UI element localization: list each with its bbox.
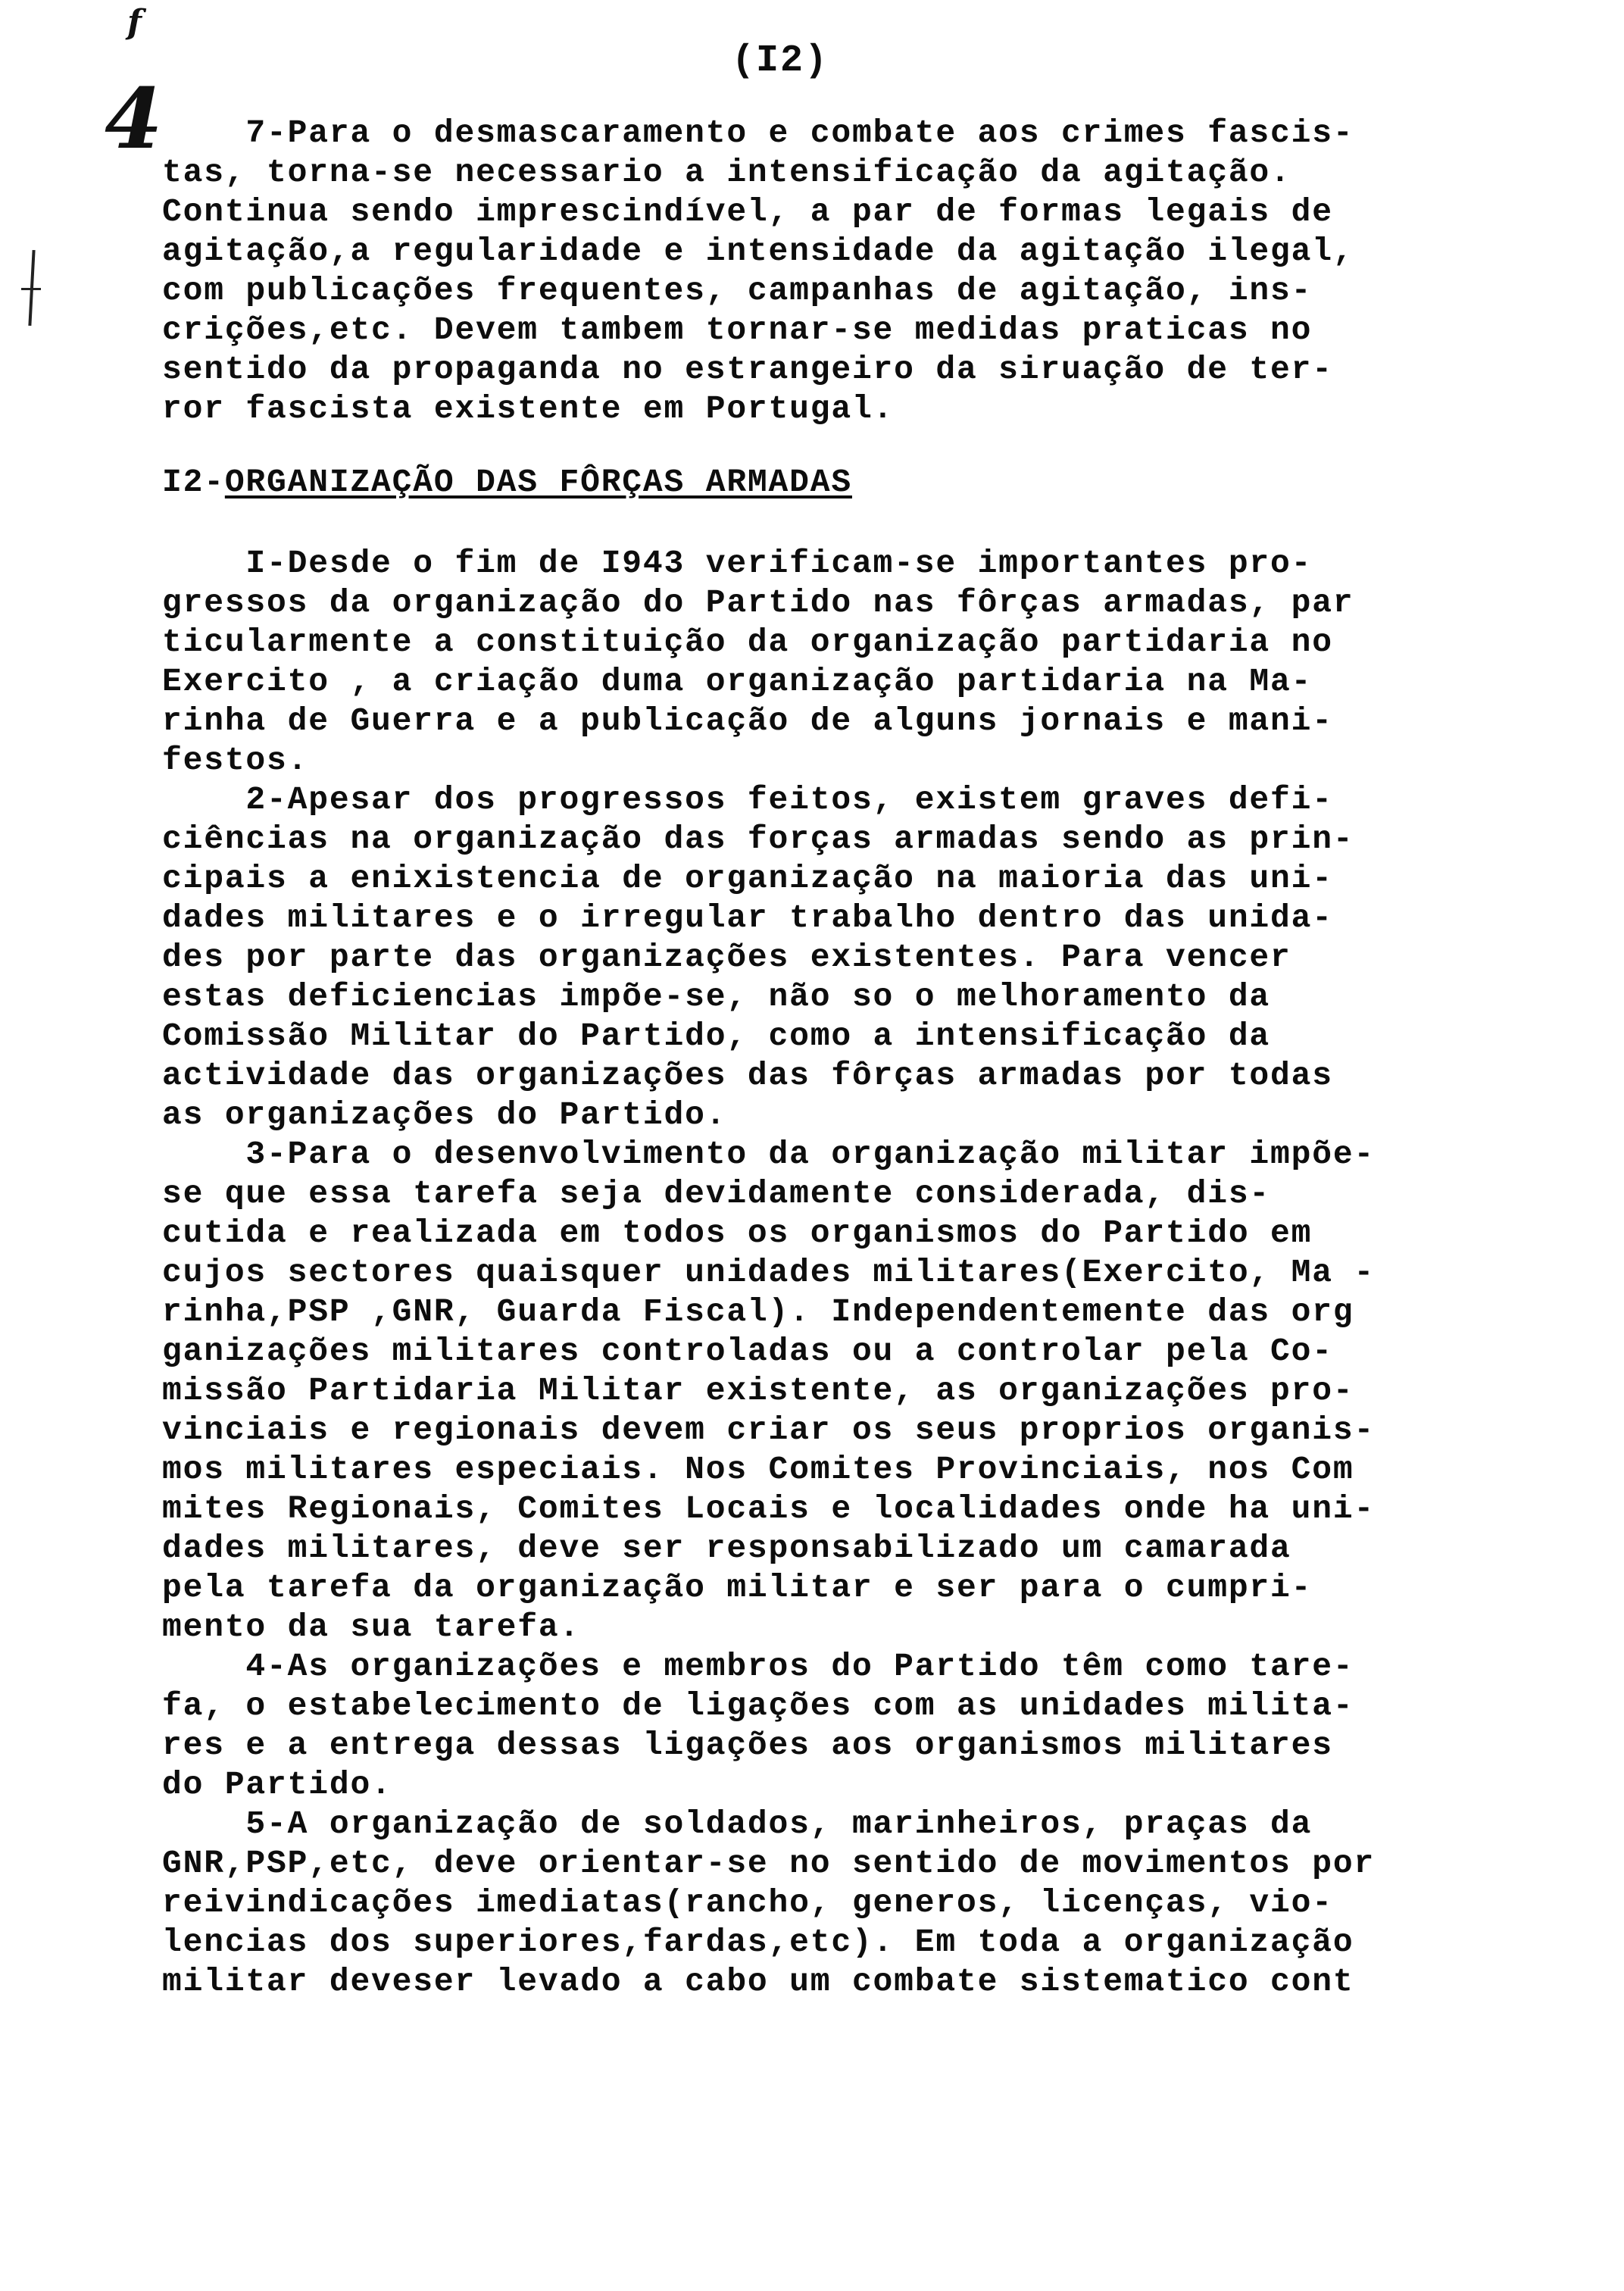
text-line: missão Partidaria Militar existente, as organizações pro- [162,1372,1354,1409]
section-heading [162,464,852,501]
text-line: cipais a enixistencia de organização na maioria das uni- [162,860,1333,897]
text-line: reivindicações imediatas(rancho, generos, licenças, vio- [162,1884,1333,1921]
paragraph-agitation [162,114,1533,429]
text-line: dades militares e o irregular trabalho dentro das unida- [162,899,1333,936]
text-line: pela tarefa da organização militar e ser para o cumpri- [162,1569,1313,1606]
text-line: 7-Para o desmascaramento e combate aos crimes fascis- [162,114,1354,152]
text-line: Continua sendo imprescindível, a par de formas legais de [162,193,1333,230]
text-line: do Partido. [162,1766,392,1803]
text-line: Exercito , a criação duma organização partidaria na Ma- [162,663,1313,700]
text-line: GNR,PSP,etc, deve orientar-se no sentido de movimentos por [162,1845,1376,1882]
margin-mark-f: f [127,3,142,42]
text-line: res e a entrega dessas ligações aos organismos militares [162,1727,1333,1764]
section-heading-title: ORGANIZAÇÃO DAS FÔRÇAS ARMADAS [224,464,852,501]
margin-mark-number: 4 [105,70,158,167]
text-line: ror fascista existente em Portugal. [162,390,895,427]
text-line: com publicações frequentes, campanhas de agitação, ins- [162,272,1313,309]
text-line: lencias dos superiores,fardas,etc). Em toda a organização [162,1924,1354,1961]
text-line: gressos da organização do Partido nas fôrças armadas, par [162,584,1354,621]
text-line: mento da sua tarefa. [162,1608,581,1646]
text-line: militar deveser levado a cabo um combate sistematico cont [162,1963,1354,2000]
text-line: actividade das organizações das fôrças armadas por todas [162,1057,1333,1094]
text-line: I-Desde o fim de I943 verificam-se importantes pro- [162,545,1313,582]
text-line: 4-As organizações e membros do Partido têm como tare- [162,1648,1354,1685]
text-line: ticularmente a constituição da organização partidaria no [162,624,1333,661]
text-line: 2-Apesar dos progressos feitos, existem graves defi- [162,781,1333,818]
page-number: (I2) [732,39,829,83]
text-line: 5-A organização de soldados, marinheiros, praças da [162,1805,1313,1842]
text-line: festos. [162,742,309,779]
text-line: tas, torna-se necessario a intensificação da agitação. [162,154,1291,191]
text-line: mos militares especiais. Nos Comites Provinciais, nos Com [162,1451,1354,1488]
text-line: se que essa tarefa seja devidamente considerada, dis- [162,1175,1271,1212]
text-line: sentido da propaganda no estrangeiro da siruação de ter- [162,351,1333,388]
text-line: des por parte das organizações existentes. Para vencer [162,939,1291,976]
text-line: fa, o estabelecimento de ligações com as unidades milita- [162,1687,1354,1724]
section-armed-forces-body [162,544,1533,2002]
text-line: Comissão Militar do Partido, como a intensificação da [162,1017,1271,1055]
text-line: ganizações militares controladas ou a controlar pela Co- [162,1333,1333,1370]
text-line: rinha,PSP ,GNR, Guarda Fiscal). Independentemente das org [162,1293,1354,1330]
binding-tick [21,288,41,290]
section-heading-number: I2- [162,464,225,501]
text-line: cujos sectores quaisquer unidades militares(Exercito, Ma - [162,1254,1376,1291]
text-line: rinha de Guerra e a publicação de alguns jornais e mani- [162,702,1333,739]
text-line: as organizações do Partido. [162,1096,727,1133]
text-line: crições,etc. Devem tambem tornar-se medidas praticas no [162,311,1313,348]
text-line: ciências na organização das forças armadas sendo as prin- [162,820,1354,858]
text-line: agitação,a regularidade e intensidade da agitação ilegal, [162,233,1354,270]
text-line: 3-Para o desenvolvimento da organização militar impõe- [162,1136,1376,1173]
text-line: cutida e realizada em todos os organismos do Partido em [162,1214,1313,1252]
text-line: estas deficiencias impõe-se, não so o melhoramento da [162,978,1271,1015]
text-line: vinciais e regionais devem criar os seus proprios organis- [162,1411,1376,1449]
text-line: dades militares, deve ser responsabilizado um camarada [162,1530,1291,1567]
text-line: mites Regionais, Comites Locais e localidades onde ha uni- [162,1490,1376,1527]
